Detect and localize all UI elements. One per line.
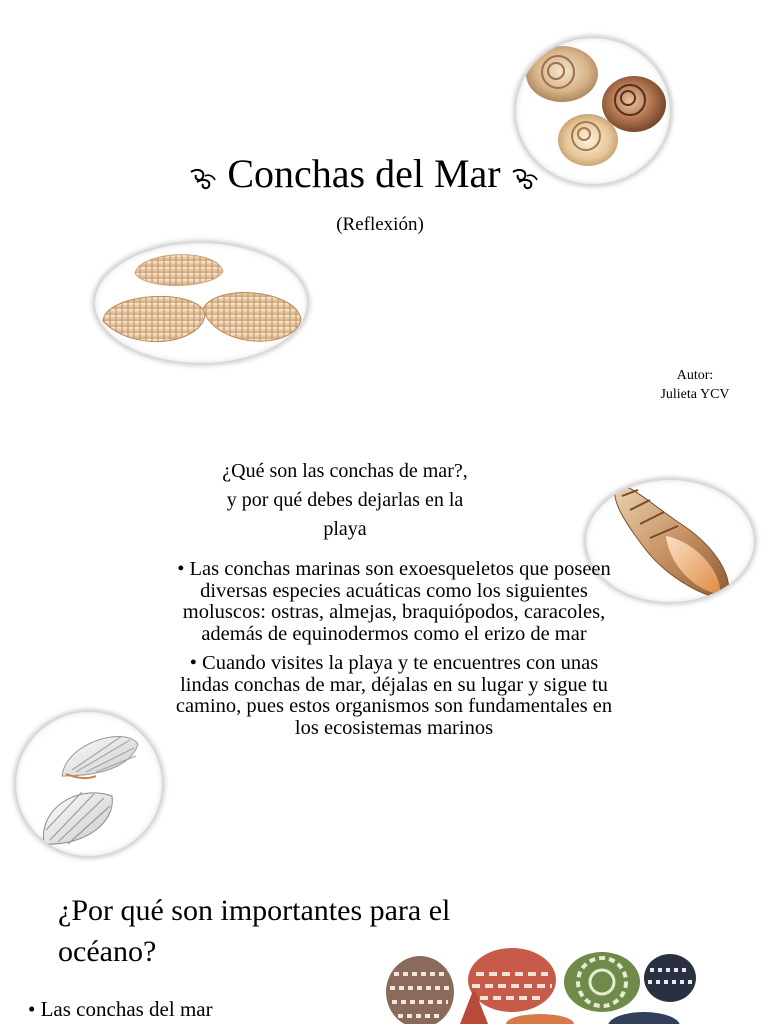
- assorted-shells-illustration: [380, 944, 710, 1024]
- author-name: Julieta YCV: [660, 387, 730, 402]
- list-item: • Cuando visites la playa y te encuentres con unas lindas conchas de mar, déjalas en su lugar y sigue tu camino, pues estos organismos son fundamentales en los ecosistemas marinos: [175, 652, 613, 739]
- list-item: • Las conchas marinas son exoesqueletos que poseen diversas especies acuáticas como los siguientes moluscos: ostras, almejas, braquiópodos, caracoles, además de equinodermos como el erizo de mar: [177, 558, 611, 645]
- author-block: [640, 366, 750, 404]
- intro-question-line: playa: [323, 518, 367, 540]
- intro-question: [170, 457, 520, 544]
- intro-question-line: y por qué debes dejarlas en la: [226, 489, 464, 511]
- page-title: Conchas del Mar: [227, 151, 501, 196]
- clam-shells-image: [95, 243, 307, 363]
- clam-shells-illustration: [95, 243, 307, 363]
- section-heading-line: ¿Por qué son importantes para el: [58, 894, 451, 927]
- intro-bullets: [168, 559, 620, 747]
- section-heading-line: océano?: [58, 935, 157, 968]
- scallop-shells-image: [16, 712, 162, 856]
- page-subtitle: (Reflexión): [336, 214, 424, 235]
- list-item: • Las conchas del mar: [28, 997, 213, 1021]
- assorted-shells-image: [380, 944, 710, 1024]
- swirl-ornament-icon: [511, 168, 539, 190]
- swirl-ornament-icon: [189, 168, 217, 190]
- intro-question-line: ¿Qué son las conchas de mar?,: [222, 460, 468, 482]
- scallop-shells-illustration: [16, 712, 162, 856]
- title-row: [0, 148, 728, 200]
- author-label: Autor:: [676, 368, 714, 383]
